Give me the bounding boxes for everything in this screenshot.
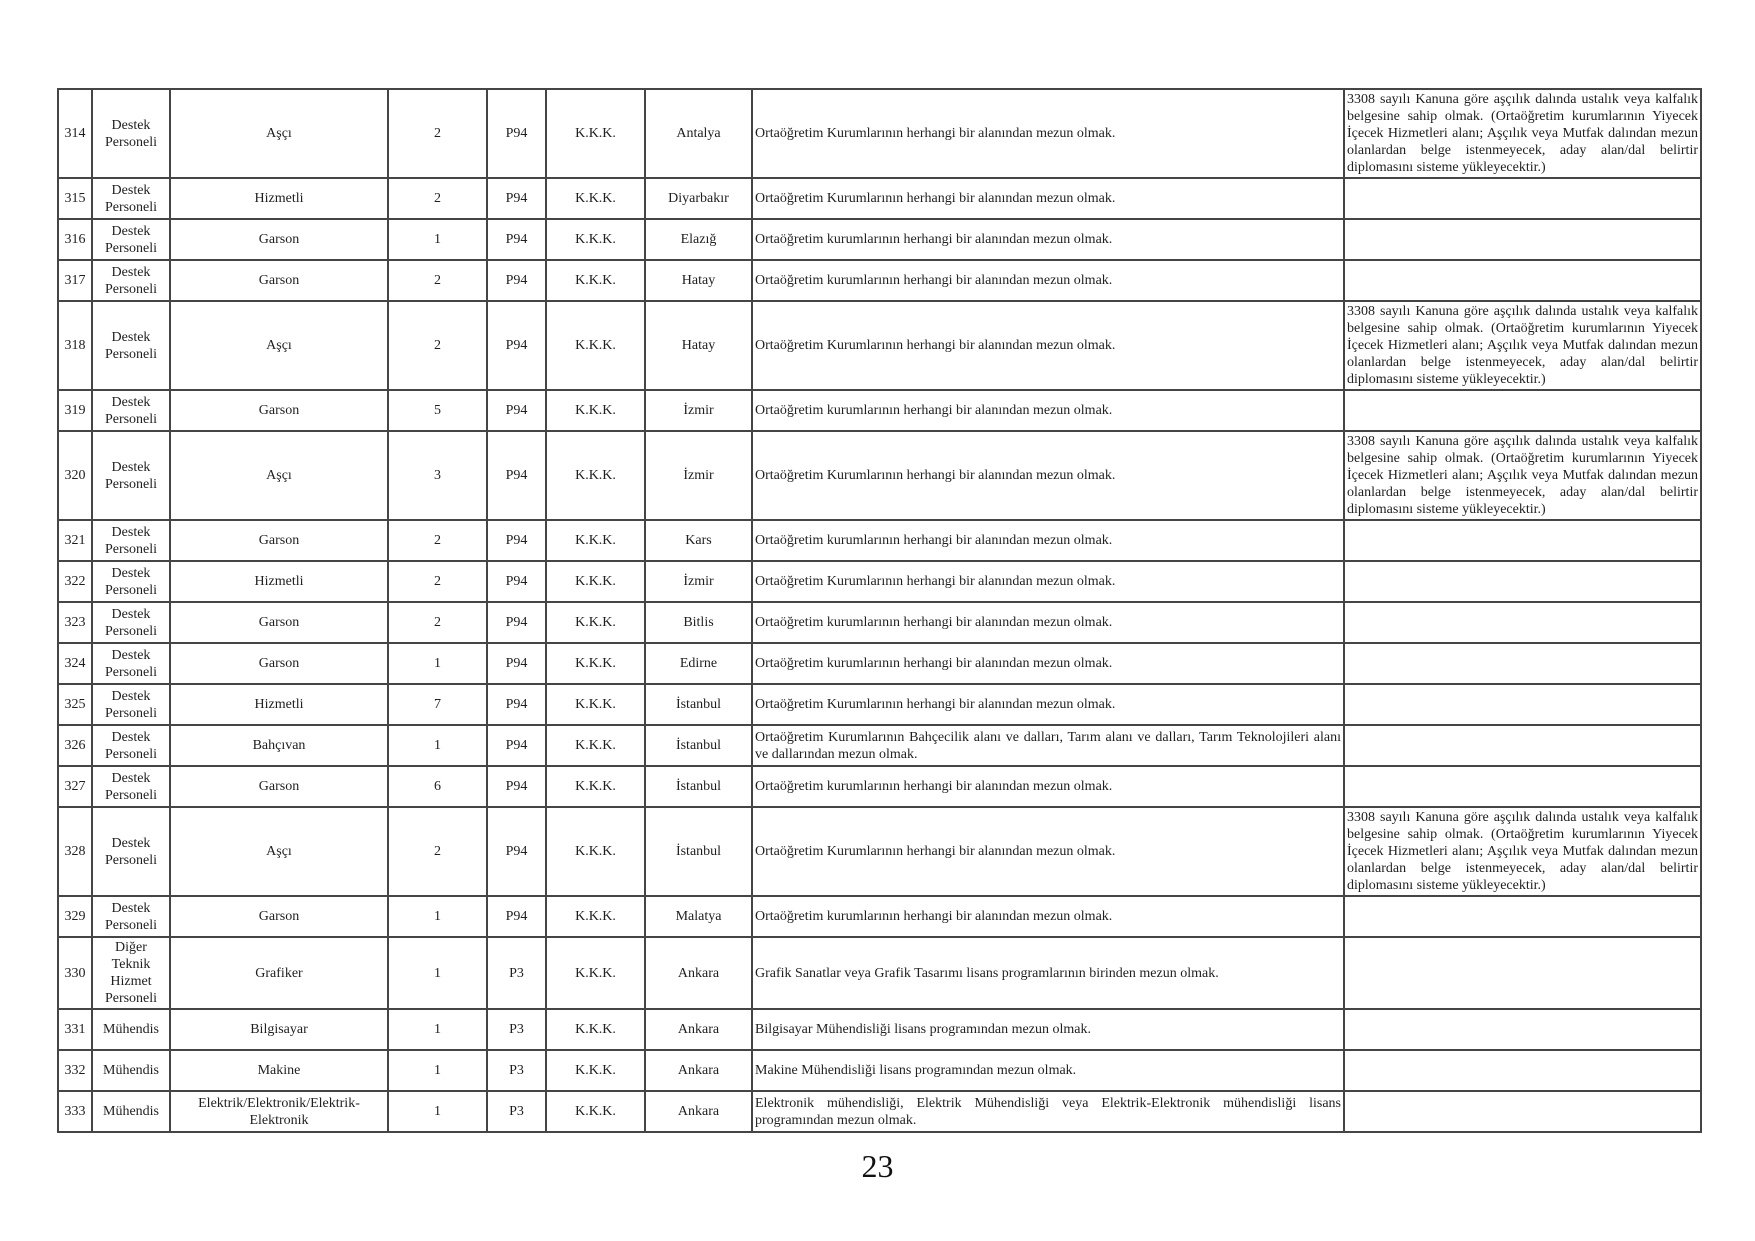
cell-city: Hatay — [645, 301, 752, 390]
cell-score-code: P3 — [487, 1009, 546, 1050]
table-row — [58, 725, 1701, 766]
cell-personnel-type: Destek Personeli — [92, 602, 170, 643]
cell-score-code: P94 — [487, 725, 546, 766]
cell-force-command: K.K.K. — [546, 89, 645, 178]
cell-row-number: 322 — [58, 561, 92, 602]
cell-row-number: 320 — [58, 431, 92, 520]
cell-score-code: P3 — [487, 937, 546, 1009]
cell-requirement: Ortaöğretim kurumlarının herhangi bir alanından mezun olmak. — [752, 260, 1344, 301]
cell-requirement: Ortaöğretim kurumlarının herhangi bir alanından mezun olmak. — [752, 896, 1344, 937]
cell-quota: 1 — [388, 896, 487, 937]
cell-position: Aşçı — [170, 431, 388, 520]
cell-score-code: P94 — [487, 520, 546, 561]
cell-note — [1344, 643, 1701, 684]
table-row — [58, 1050, 1701, 1091]
cell-requirement: Ortaöğretim Kurumlarının Bahçecilik alanı ve dalları, Tarım alanı ve dalları, Tarım Teknolojileri alanı ve dallarından mezun olmak. — [752, 725, 1344, 766]
cell-score-code: P94 — [487, 896, 546, 937]
cell-row-number: 329 — [58, 896, 92, 937]
cell-force-command: K.K.K. — [546, 807, 645, 896]
table-row — [58, 937, 1701, 1009]
cell-score-code: P94 — [487, 684, 546, 725]
table-row — [58, 684, 1701, 725]
cell-quota: 7 — [388, 684, 487, 725]
table-row — [58, 301, 1701, 390]
cell-row-number: 328 — [58, 807, 92, 896]
cell-quota: 2 — [388, 178, 487, 219]
cell-row-number: 327 — [58, 766, 92, 807]
cell-force-command: K.K.K. — [546, 643, 645, 684]
table-row — [58, 520, 1701, 561]
cell-quota: 2 — [388, 807, 487, 896]
cell-note: 3308 sayılı Kanuna göre aşçılık dalında ustalık veya kalfalık belgesine sahip olmak. (Ortaöğretim kurumlarının Yiyecek İçecek Hizmetleri alanı; Aşçılık veya Mutfak dalından mezun olanlardan belge istenmeyecek, aday alan/dal belirtir diplomasını sisteme yükleyecektir.) — [1344, 807, 1701, 896]
cell-note: 3308 sayılı Kanuna göre aşçılık dalında ustalık veya kalfalık belgesine sahip olmak. (Ortaöğretim kurumlarının Yiyecek İçecek Hizmetleri alanı; Aşçılık veya Mutfak dalından mezun olanlardan belge istenmeyecek, aday alan/dal belirtir diplomasını sisteme yükleyecektir.) — [1344, 89, 1701, 178]
cell-personnel-type: Destek Personeli — [92, 561, 170, 602]
cell-note — [1344, 561, 1701, 602]
cell-force-command: K.K.K. — [546, 766, 645, 807]
cell-position: Bilgisayar — [170, 1009, 388, 1050]
cell-row-number: 315 — [58, 178, 92, 219]
cell-personnel-type: Destek Personeli — [92, 807, 170, 896]
cell-note — [1344, 937, 1701, 1009]
cell-city: Ankara — [645, 1009, 752, 1050]
cell-row-number: 325 — [58, 684, 92, 725]
cell-row-number: 318 — [58, 301, 92, 390]
cell-position: Garson — [170, 260, 388, 301]
cell-position: Grafiker — [170, 937, 388, 1009]
cell-city: Edirne — [645, 643, 752, 684]
table-row — [58, 178, 1701, 219]
cell-requirement: Ortaöğretim Kurumlarının herhangi bir alanından mezun olmak. — [752, 431, 1344, 520]
cell-city: İstanbul — [645, 807, 752, 896]
cell-row-number: 321 — [58, 520, 92, 561]
cell-score-code: P94 — [487, 766, 546, 807]
cell-quota: 1 — [388, 643, 487, 684]
cell-score-code: P94 — [487, 178, 546, 219]
cell-quota: 2 — [388, 602, 487, 643]
cell-note — [1344, 766, 1701, 807]
cell-row-number: 316 — [58, 219, 92, 260]
cell-requirement: Ortaöğretim kurumlarının herhangi bir alanından mezun olmak. — [752, 520, 1344, 561]
cell-position: Aşçı — [170, 89, 388, 178]
table-row — [58, 390, 1701, 431]
cell-row-number: 314 — [58, 89, 92, 178]
cell-note: 3308 sayılı Kanuna göre aşçılık dalında ustalık veya kalfalık belgesine sahip olmak. (Ortaöğretim kurumlarının Yiyecek İçecek Hizmetleri alanı; Aşçılık veya Mutfak dalından mezun olanlardan belge istenmeyecek, aday alan/dal belirtir diplomasını sisteme yükleyecektir.) — [1344, 431, 1701, 520]
cell-force-command: K.K.K. — [546, 260, 645, 301]
cell-score-code: P94 — [487, 643, 546, 684]
cell-requirement: Ortaöğretim Kurumlarının herhangi bir alanından mezun olmak. — [752, 684, 1344, 725]
table-row — [58, 219, 1701, 260]
cell-row-number: 330 — [58, 937, 92, 1009]
cell-position: Garson — [170, 766, 388, 807]
cell-city: Antalya — [645, 89, 752, 178]
cell-row-number: 323 — [58, 602, 92, 643]
cell-personnel-type: Destek Personeli — [92, 431, 170, 520]
cell-position: Makine — [170, 1050, 388, 1091]
cell-quota: 1 — [388, 1050, 487, 1091]
cell-force-command: K.K.K. — [546, 301, 645, 390]
cell-force-command: K.K.K. — [546, 178, 645, 219]
cell-quota: 1 — [388, 1091, 487, 1132]
cell-note — [1344, 178, 1701, 219]
cell-requirement: Grafik Sanatlar veya Grafik Tasarımı lisans programlarının birinden mezun olmak. — [752, 937, 1344, 1009]
cell-city: İzmir — [645, 431, 752, 520]
cell-note — [1344, 260, 1701, 301]
page-number: 23 — [861, 1148, 894, 1184]
cell-personnel-type: Destek Personeli — [92, 684, 170, 725]
cell-note — [1344, 390, 1701, 431]
cell-force-command: K.K.K. — [546, 390, 645, 431]
cell-quota: 2 — [388, 260, 487, 301]
cell-force-command: K.K.K. — [546, 431, 645, 520]
table-row — [58, 896, 1701, 937]
table-row — [58, 807, 1701, 896]
cell-requirement: Ortaöğretim Kurumlarının herhangi bir alanından mezun olmak. — [752, 807, 1344, 896]
cell-personnel-type: Destek Personeli — [92, 301, 170, 390]
cell-city: İstanbul — [645, 725, 752, 766]
cell-position: Bahçıvan — [170, 725, 388, 766]
cell-position: Elektrik/Elektronik/Elektrik-Elektronik — [170, 1091, 388, 1132]
cell-row-number: 319 — [58, 390, 92, 431]
cell-city: Malatya — [645, 896, 752, 937]
cell-city: Ankara — [645, 1050, 752, 1091]
cell-requirement: Elektronik mühendisliği, Elektrik Mühendisliği veya Elektrik-Elektronik mühendisliği lisans programından mezun olmak. — [752, 1091, 1344, 1132]
cell-quota: 6 — [388, 766, 487, 807]
cell-personnel-type: Mühendis — [92, 1091, 170, 1132]
cell-score-code: P94 — [487, 390, 546, 431]
cell-row-number: 326 — [58, 725, 92, 766]
table-row — [58, 1091, 1701, 1132]
cell-personnel-type: Mühendis — [92, 1050, 170, 1091]
cell-city: Elazığ — [645, 219, 752, 260]
cell-personnel-type: Destek Personeli — [92, 520, 170, 561]
cell-city: Kars — [645, 520, 752, 561]
cell-requirement: Bilgisayar Mühendisliği lisans programından mezun olmak. — [752, 1009, 1344, 1050]
cell-city: İstanbul — [645, 766, 752, 807]
table-row — [58, 766, 1701, 807]
cell-personnel-type: Diğer Teknik Hizmet Personeli — [92, 937, 170, 1009]
cell-score-code: P94 — [487, 89, 546, 178]
cell-quota: 1 — [388, 1009, 487, 1050]
cell-force-command: K.K.K. — [546, 896, 645, 937]
roster-table — [57, 88, 1702, 1133]
cell-position: Aşçı — [170, 301, 388, 390]
cell-force-command: K.K.K. — [546, 602, 645, 643]
cell-requirement: Ortaöğretim Kurumlarının herhangi bir alanından mezun olmak. — [752, 561, 1344, 602]
cell-personnel-type: Destek Personeli — [92, 390, 170, 431]
cell-requirement: Ortaöğretim kurumlarının herhangi bir alanından mezun olmak. — [752, 390, 1344, 431]
table-row — [58, 260, 1701, 301]
cell-note — [1344, 219, 1701, 260]
cell-city: Ankara — [645, 1091, 752, 1132]
cell-city: İstanbul — [645, 684, 752, 725]
cell-force-command: K.K.K. — [546, 725, 645, 766]
cell-quota: 2 — [388, 520, 487, 561]
cell-score-code: P94 — [487, 219, 546, 260]
cell-note — [1344, 896, 1701, 937]
cell-quota: 2 — [388, 89, 487, 178]
cell-position: Hizmetli — [170, 178, 388, 219]
table-row — [58, 602, 1701, 643]
cell-position: Garson — [170, 390, 388, 431]
cell-force-command: K.K.K. — [546, 1009, 645, 1050]
cell-row-number: 333 — [58, 1091, 92, 1132]
cell-city: Hatay — [645, 260, 752, 301]
cell-note — [1344, 1091, 1701, 1132]
cell-score-code: P94 — [487, 260, 546, 301]
cell-position: Garson — [170, 643, 388, 684]
cell-force-command: K.K.K. — [546, 1091, 645, 1132]
cell-requirement: Makine Mühendisliği lisans programından mezun olmak. — [752, 1050, 1344, 1091]
cell-row-number: 332 — [58, 1050, 92, 1091]
cell-score-code: P94 — [487, 561, 546, 602]
cell-city: Bitlis — [645, 602, 752, 643]
cell-city: İzmir — [645, 561, 752, 602]
cell-personnel-type: Destek Personeli — [92, 178, 170, 219]
cell-quota: 5 — [388, 390, 487, 431]
cell-requirement: Ortaöğretim Kurumlarının herhangi bir alanından mezun olmak. — [752, 301, 1344, 390]
cell-note — [1344, 725, 1701, 766]
cell-row-number: 324 — [58, 643, 92, 684]
cell-note — [1344, 684, 1701, 725]
table-row — [58, 89, 1701, 178]
cell-score-code: P3 — [487, 1050, 546, 1091]
cell-city: Ankara — [645, 937, 752, 1009]
cell-requirement: Ortaöğretim kurumlarının herhangi bir alanından mezun olmak. — [752, 219, 1344, 260]
roster-table-body — [58, 89, 1701, 1132]
cell-quota: 1 — [388, 937, 487, 1009]
cell-force-command: K.K.K. — [546, 520, 645, 561]
cell-requirement: Ortaöğretim Kurumlarının herhangi bir alanından mezun olmak. — [752, 178, 1344, 219]
cell-requirement: Ortaöğretim kurumlarının herhangi bir alanından mezun olmak. — [752, 602, 1344, 643]
cell-note — [1344, 1050, 1701, 1091]
cell-force-command: K.K.K. — [546, 219, 645, 260]
cell-personnel-type: Mühendis — [92, 1009, 170, 1050]
cell-row-number: 317 — [58, 260, 92, 301]
cell-quota: 1 — [388, 725, 487, 766]
cell-score-code: P3 — [487, 1091, 546, 1132]
cell-position: Garson — [170, 896, 388, 937]
cell-city: Diyarbakır — [645, 178, 752, 219]
cell-score-code: P94 — [487, 807, 546, 896]
cell-requirement: Ortaöğretim Kurumlarının herhangi bir alanından mezun olmak. — [752, 89, 1344, 178]
cell-note: 3308 sayılı Kanuna göre aşçılık dalında ustalık veya kalfalık belgesine sahip olmak. (Ortaöğretim kurumlarının Yiyecek İçecek Hizmetleri alanı; Aşçılık veya Mutfak dalından mezun olanlardan belge istenmeyecek, aday alan/dal belirtir diplomasını sisteme yükleyecektir.) — [1344, 301, 1701, 390]
cell-row-number: 331 — [58, 1009, 92, 1050]
cell-quota: 2 — [388, 301, 487, 390]
table-row — [58, 643, 1701, 684]
cell-position: Garson — [170, 520, 388, 561]
cell-personnel-type: Destek Personeli — [92, 896, 170, 937]
table-row — [58, 1009, 1701, 1050]
cell-quota: 3 — [388, 431, 487, 520]
cell-position: Garson — [170, 219, 388, 260]
table-row — [58, 431, 1701, 520]
cell-force-command: K.K.K. — [546, 684, 645, 725]
cell-note — [1344, 520, 1701, 561]
cell-note — [1344, 602, 1701, 643]
cell-quota: 1 — [388, 219, 487, 260]
cell-force-command: K.K.K. — [546, 937, 645, 1009]
cell-force-command: K.K.K. — [546, 561, 645, 602]
cell-force-command: K.K.K. — [546, 1050, 645, 1091]
cell-personnel-type: Destek Personeli — [92, 89, 170, 178]
table-row — [58, 561, 1701, 602]
cell-personnel-type: Destek Personeli — [92, 725, 170, 766]
cell-quota: 2 — [388, 561, 487, 602]
cell-note — [1344, 1009, 1701, 1050]
cell-score-code: P94 — [487, 431, 546, 520]
cell-personnel-type: Destek Personeli — [92, 643, 170, 684]
cell-position: Aşçı — [170, 807, 388, 896]
cell-personnel-type: Destek Personeli — [92, 766, 170, 807]
cell-personnel-type: Destek Personeli — [92, 219, 170, 260]
cell-position: Hizmetli — [170, 561, 388, 602]
cell-position: Garson — [170, 602, 388, 643]
cell-score-code: P94 — [487, 301, 546, 390]
cell-score-code: P94 — [487, 602, 546, 643]
cell-personnel-type: Destek Personeli — [92, 260, 170, 301]
cell-position: Hizmetli — [170, 684, 388, 725]
cell-city: İzmir — [645, 390, 752, 431]
cell-requirement: Ortaöğretim kurumlarının herhangi bir alanından mezun olmak. — [752, 643, 1344, 684]
cell-requirement: Ortaöğretim kurumlarının herhangi bir alanından mezun olmak. — [752, 766, 1344, 807]
